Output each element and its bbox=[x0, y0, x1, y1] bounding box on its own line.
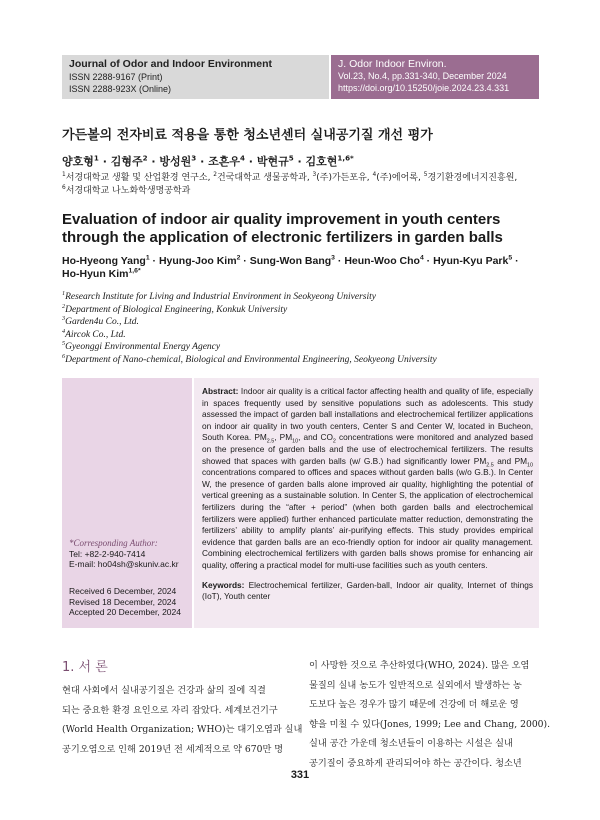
author-tel: Tel: +82-2-940-7414 bbox=[69, 548, 146, 559]
section-heading-introduction: 1. 서 론 bbox=[62, 660, 108, 675]
korean-affiliations: $^1$서경대학교 생활 및 산업환경 연구소, $^2$건국대학교 생물공학과, $^3$(주)가든포유, $^4$(주)에어록, $^5$경기환경에너지진흥원, $^6$서경대학교 나노화학생명공학과 bbox=[62, 172, 518, 196]
journal-abbrev: J. Odor Indoor Environ. bbox=[338, 58, 447, 70]
body-column-left: 현대 사회에서 실내공기질은 건강과 삶의 질에 직결 되는 중요한 환경 요인으로 자리 잡았다. 세계보건기구 (World Health Organization; WHO)는 대기오염과 실내 공기오염으로 인해 2019년 전 세계적으로 약 670만 명 bbox=[62, 685, 303, 755]
en-author-4: Heun-Woo Cho bbox=[344, 255, 420, 267]
issn-print: ISSN 2288-9167 (Print) bbox=[69, 72, 163, 82]
en-author-3: Sung-Won Bang bbox=[249, 255, 332, 267]
korean-authors: 양호형$^1$ · 김형주$^2$ · 방성원$^3$ · 조흔우$^4$ · 박현규$^5$ · 김호현$^{1,6*}$ bbox=[62, 153, 354, 168]
english-affiliations: $^1$Research Institute for Living and Industrial Environment in Seokyeong University $^2$Department of Biological Engineering, Konkuk University $^3$Garden4u Co., Ltd. $^4$Aircok Co., Ltd. $^5$Gyeonggi Environmental Energy Agency $^6$Department of Nano-chemical, Biological and Environmental Engineering, Seokyeong University bbox=[62, 290, 437, 365]
kr-author-4: 조흔우 bbox=[208, 155, 240, 168]
revised-date: Revised 18 December, 2024 bbox=[69, 596, 177, 607]
body-column-right: 이 사망한 것으로 추산하였다(WHO, 2024). 많은 오염 물질의 실내 농도가 일반적으로 실외에서 발생하는 농 도보다 높은 경우가 많기 때문에 건강에 더 해로운 영 향을 미칠 수 있다(Jones, 1999; Lee and Chang, 2000). 실내 공간 가운데 청소년들이 이용하는 시설은 실내 공기질이 중요하게 관리되어야 하는 공간이다. 청소년 bbox=[309, 660, 551, 769]
kr-author-2: 김형주 bbox=[110, 155, 143, 168]
kr-author-1: 양호형 bbox=[62, 155, 94, 168]
author-email: E-mail: ho04sh@skuniv.ac.kr bbox=[69, 559, 179, 569]
accepted-date: Accepted 20 December, 2024 bbox=[69, 607, 181, 617]
kr-author-5: 박현규 bbox=[256, 155, 289, 168]
received-date: Received 6 December, 2024 bbox=[69, 586, 177, 596]
abstract-box bbox=[194, 378, 539, 628]
en-author-6: Ho-Hyun Kim bbox=[62, 268, 129, 280]
en-author-1: Ho-Hyeong Yang bbox=[62, 255, 146, 267]
english-authors: Ho-Hyeong Yang$^1$ · Hyung-Joo Kim$^2$ · Sung-Won Bang$^3$ · Heun-Woo Cho$^4$ · Hyun-Kyu Park$^5$ · Ho-Hyun Kim$^{1,6*}$ bbox=[62, 254, 519, 280]
article-info-panel bbox=[62, 378, 192, 628]
issn-online: ISSN 2288-923X (Online) bbox=[69, 84, 172, 94]
page-number: 331 bbox=[290, 769, 310, 781]
abstract-text: Abstract: Indoor air quality is a critical factor affecting health and quality of life, especially in spaces frequently used by sensitive populations such as adolescents. This study assessed the impact of garden ball installations and electrochemical fertilizer applications on indoor air quality in two youth centers, Center S and Center W, located in Bucheon, South Korea. $PM_{2.5}$, $PM_{10}$, and $CO_2$ concentrations were monitored and analyzed based on the presence of garden balls and the use of electrochemical fertilizers. The results showed that spaces with garden balls (w/ G.B.) had significantly lower $PM_{2.5}$ and $PM_{10}$ concentrations compared to offices and spaces without garden balls (w/o G.B.). In Center W, the presence of garden balls alone improved air quality, highlighting the potential of vertical greening as a sustainable solution. In Center S, the application of electrochemical fertilizers during the “after + period” (when both garden balls and electrochemical fertilizers were applied) further enhanced particulate matter reduction, demonstrating the fertilizers’ ability to amplify plants’ air-purifying effects. This study provides empirical evidence that garden balls are an eco-friendly option for indoor air quality management. Combining electrochemical fertilizers with garden balls shows promise for enhancing air quality, offering a practical model for multi-use facilities such as youth centers. bbox=[202, 386, 533, 570]
en-author-5: Hyun-Kyu Park bbox=[433, 255, 509, 267]
volume-line: Vol.23, No.4, pp.331-340, December 2024 bbox=[338, 71, 507, 81]
journal-header-right bbox=[331, 55, 539, 99]
journal-header-left bbox=[62, 55, 329, 99]
doi-link[interactable]: https://doi.org/10.15250/joie.2024.23.4.331 bbox=[338, 82, 510, 93]
english-title: Evaluation of indoor air quality improvement in youth centers through the application of electronic fertilizers in garden balls bbox=[62, 211, 503, 246]
corresponding-author: *Corresponding Author: Tel: +82-2-940-7414 E-mail: ho04sh@skuniv.ac.kr bbox=[69, 538, 191, 570]
kr-author-3: 방성원 bbox=[159, 155, 192, 168]
en-author-2: Hyung-Joo Kim bbox=[158, 255, 237, 267]
article-dates bbox=[69, 586, 191, 618]
korean-title: 가든볼의 전자비료 적용을 통한 청소년센터 실내공기질 개선 평가 bbox=[62, 128, 433, 143]
kr-author-6: 김호현 bbox=[305, 155, 338, 168]
keywords: Keywords: Electrochemical fertilizer, Garden-ball, Indoor air quality, Internet of things (IoT), Youth center bbox=[202, 579, 533, 602]
journal-name: Journal of Odor and Indoor Environment bbox=[69, 58, 273, 70]
